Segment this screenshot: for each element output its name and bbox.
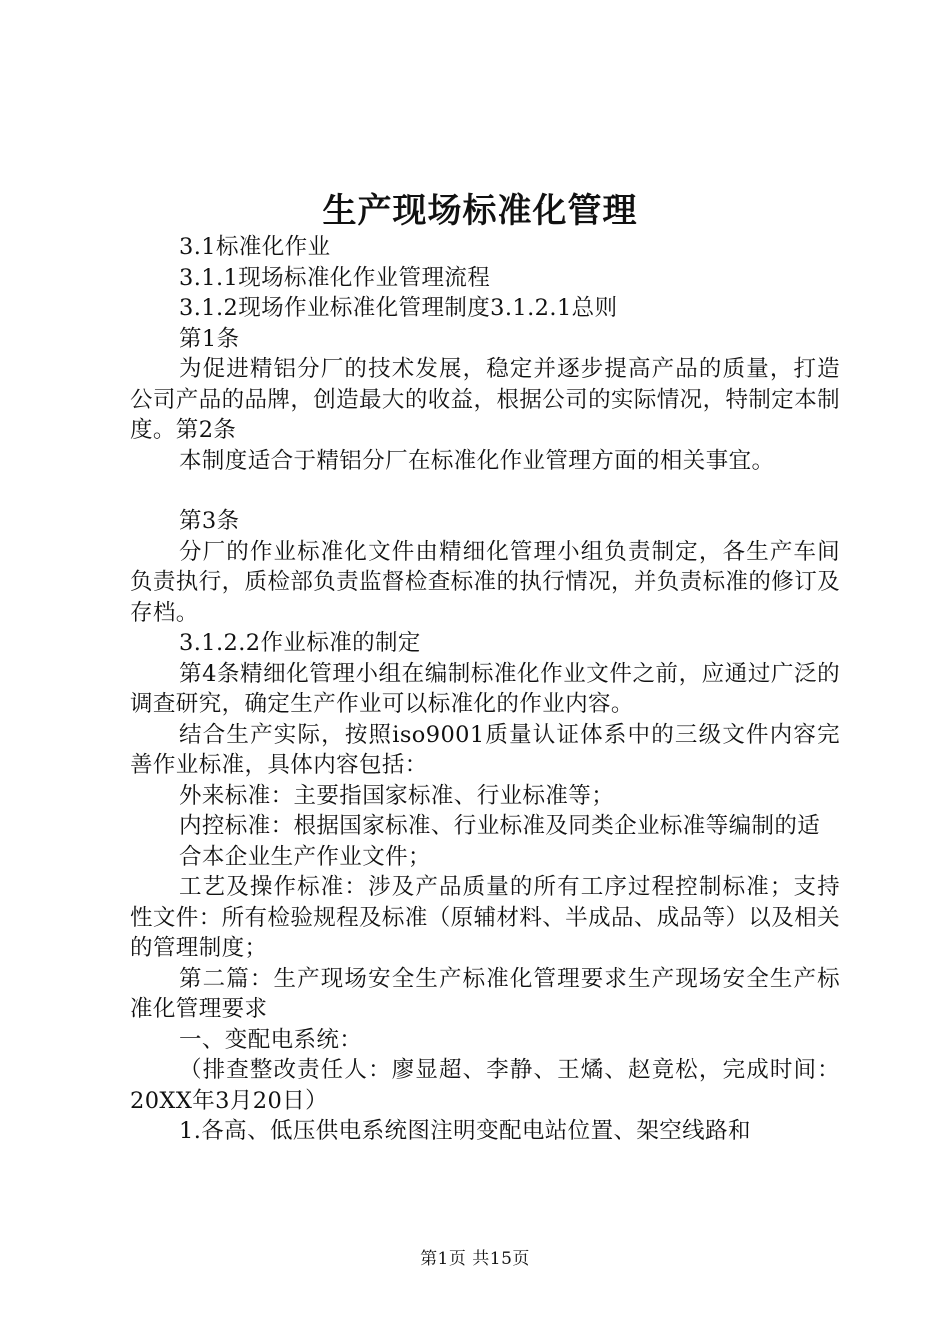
paragraph-process-standards: 工艺及操作标准：涉及产品质量的所有工序过程控制标准；支持性文件：所有检验规程及标准（原辅材料、半成品、成品等）以及相关的管理制度； bbox=[130, 874, 840, 961]
section-heading-3-1-2-2: 3.1.2.2作业标准的制定 bbox=[179, 630, 421, 656]
chapter-2-heading: 第二篇：生产现场安全生产标准化管理要求生产现场安全生产标准化管理要求 bbox=[130, 965, 840, 1022]
article-2-body: 本制度适合于精铝分厂在标准化作业管理方面的相关事宜。 bbox=[179, 447, 775, 474]
paragraph-practice: 结合生产实际，按照iso9001质量认证体系中的三级文件内容完善作业标准，具体内容包括： bbox=[130, 721, 840, 778]
paragraph-gap bbox=[130, 476, 840, 506]
article-1-heading: 第1条 bbox=[179, 325, 240, 352]
document-body bbox=[130, 232, 840, 1147]
article-3-body: 分厂的作业标准化文件由精细化管理小组负责制定，各生产车间负责执行，质检部负责监督检查标准的执行情况，并负责标准的修订及存档。 bbox=[130, 538, 840, 626]
article-3-heading: 第3条 bbox=[179, 508, 240, 534]
section-heading-3-1: 3.1标准化作业 bbox=[179, 234, 331, 260]
list-item-1: 1.各高、低压供电系统图注明变配电站位置、架空线路和 bbox=[179, 1118, 751, 1144]
paragraph-internal-standards: 内控标准：根据国家标准、行业标准及同类企业标准等编制的适 bbox=[179, 813, 821, 839]
paragraph-external-standards: 外来标准：主要指国家标准、行业标准等； bbox=[179, 782, 615, 809]
article-1-body: 为促进精铝分厂的技术发展，稳定并逐步提高产品的质量，打造公司产品的品牌，创造最大的收益，根据公司的实际情况，特制定本制度。第2条 bbox=[130, 356, 840, 443]
section-heading-3-1-2: 3.1.2现场作业标准化管理制度3.1.2.1总则 bbox=[179, 295, 618, 321]
paragraph-responsible-persons: （排查整改责任人：廖显超、李静、王燏、赵竟松，完成时间：20XX年3月20日） bbox=[130, 1057, 840, 1114]
document-title: 生产现场标准化管理 bbox=[322, 191, 638, 231]
paragraph-internal-standards-cont: 合本企业生产作业文件； bbox=[179, 843, 431, 870]
article-4-body: 第4条精细化管理小组在编制标准化作业文件之前，应通过广泛的调查研究，确定生产作业可以标准化的作业内容。 bbox=[130, 660, 840, 717]
section-heading-3-1-1: 3.1.1现场标准化作业管理流程 bbox=[179, 264, 491, 291]
subsection-power-system: 一、变配电系统： bbox=[179, 1026, 363, 1053]
page-number: 第1页 共15页 bbox=[420, 1249, 530, 1269]
